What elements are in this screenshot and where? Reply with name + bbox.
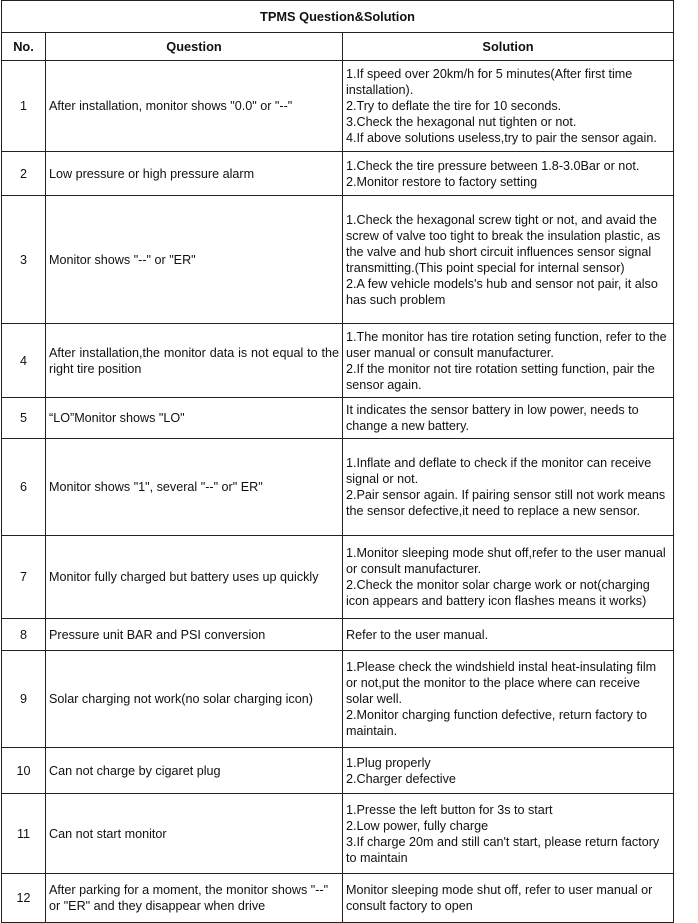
solution-step: 2.If the monitor not tire rotation setting function, pair the sensor again. [346, 361, 655, 392]
table-row [2, 748, 674, 794]
row-number: 4 [2, 324, 46, 398]
question-cell: Monitor shows "--" or "ER" [46, 196, 343, 324]
solution-cell [343, 651, 674, 748]
row-number: 3 [2, 196, 46, 324]
row-number: 11 [2, 794, 46, 874]
table-row [2, 324, 674, 398]
table-row [2, 794, 674, 874]
solution-cell [343, 324, 674, 398]
solution-cell [343, 439, 674, 536]
header-row [2, 33, 674, 61]
solution-step: 1.If speed over 20km/h for 5 minutes(After first time installation). [346, 67, 633, 97]
tpms-faq-document [1, 0, 673, 923]
solution-step: 1.Plug properly [346, 755, 431, 770]
solution-step: 1.Presse the left button for 3s to start [346, 802, 553, 817]
solution-step: 2.Try to deflate the tire for 10 seconds. [346, 99, 562, 113]
solution-step: 2.Monitor restore to factory setting [346, 174, 538, 189]
table-row [2, 536, 674, 619]
solution-step: 1.Check the tire pressure between 1.8-3.0Bar or not. [346, 158, 640, 173]
solution-step: 2.Charger defective [346, 771, 456, 786]
solution-step: 1.Inflate and deflate to check if the monitor can receive signal or not. [346, 456, 652, 486]
question-cell: After parking for a moment, the monitor shows "--" or "ER" and they disappear when drive [46, 874, 343, 923]
row-number: 9 [2, 651, 46, 748]
solution-cell [343, 536, 674, 619]
solution-step: 2.Check the monitor solar charge work or not(charging icon appears and battery icon flashes means it works) [346, 578, 650, 608]
table-title: TPMS Question&Solution [2, 1, 674, 33]
table-row [2, 152, 674, 196]
row-number: 10 [2, 748, 46, 794]
title-row [2, 1, 674, 33]
solution-step: 1.Monitor sleeping mode shut off,refer to the user manual or consult manufacturer. [346, 546, 666, 576]
table-row [2, 439, 674, 536]
table-row [2, 651, 674, 748]
header-no: No. [2, 33, 46, 61]
row-number: 1 [2, 61, 46, 152]
table-row [2, 619, 674, 651]
solution-step: 3.Check the hexagonal nut tighten or not. [346, 115, 577, 129]
question-cell: Monitor fully charged but battery uses up quickly [46, 536, 343, 619]
solution-step: 3.If charge 20m and still can't start, please return factory to maintain [346, 834, 660, 865]
solution-step: Refer to the user manual. [346, 627, 489, 642]
solution-cell [343, 61, 674, 152]
question-cell: Monitor shows "1", several "--" or" ER" [46, 439, 343, 536]
solution-cell [343, 619, 674, 651]
question-cell: Low pressure or high pressure alarm [46, 152, 343, 196]
solution-step: 1.Check the hexagonal screw tight or not, and avaid the screw of valve too tight to break the insulation plastic, as the valve and hub short circuit influences sensor signal transmitting.(This point special for internal sensor) [346, 212, 661, 275]
question-cell: After installation, monitor shows "0.0" or "--" [46, 61, 343, 152]
solution-step: 4.If above solutions useless,try to pair the sensor again. [346, 131, 657, 145]
solution-step: 2.Monitor charging function defective, return factory to maintain. [346, 708, 648, 738]
table-body [2, 61, 674, 923]
question-cell: “LO”Monitor shows "LO" [46, 398, 343, 439]
solution-cell [343, 748, 674, 794]
row-number: 6 [2, 439, 46, 536]
row-number: 2 [2, 152, 46, 196]
solution-step: Monitor sleeping mode shut off, refer to user manual or consult factory to open [346, 883, 653, 913]
solution-cell [343, 398, 674, 439]
row-number: 12 [2, 874, 46, 923]
question-cell: After installation,the monitor data is not equal to the right tire position [46, 324, 343, 398]
question-cell: Pressure unit BAR and PSI conversion [46, 619, 343, 651]
solution-step: 1.Please check the windshield instal heat-insulating film or not,put the monitor to the place where can receive solar well. [346, 660, 657, 706]
solution-step: 2.Low power, fully charge [346, 818, 489, 833]
question-cell: Can not start monitor [46, 794, 343, 874]
row-number: 7 [2, 536, 46, 619]
question-cell: Can not charge by cigaret plug [46, 748, 343, 794]
header-solution: Solution [343, 33, 674, 61]
solution-step: 2.Pair sensor again. If pairing sensor still not work means the sensor defective,it need to replace a new sensor. [346, 488, 666, 518]
table-row [2, 398, 674, 439]
row-number: 8 [2, 619, 46, 651]
table-row [2, 61, 674, 152]
solution-cell [343, 874, 674, 923]
row-number: 5 [2, 398, 46, 439]
table-row [2, 874, 674, 923]
solution-cell [343, 794, 674, 874]
solution-step: 2.A few vehicle models's hub and sensor not pair, it also has such problem [346, 276, 658, 307]
solution-step: 1.The monitor has tire rotation seting function, refer to the user manual or consult manufacturer. [346, 329, 667, 360]
solution-cell [343, 152, 674, 196]
question-cell: Solar charging not work(no solar charging icon) [46, 651, 343, 748]
solution-step: It indicates the sensor battery in low power, needs to change a new battery. [346, 403, 639, 433]
faq-table [1, 0, 674, 923]
solution-cell [343, 196, 674, 324]
header-question: Question [46, 33, 343, 61]
table-row [2, 196, 674, 324]
